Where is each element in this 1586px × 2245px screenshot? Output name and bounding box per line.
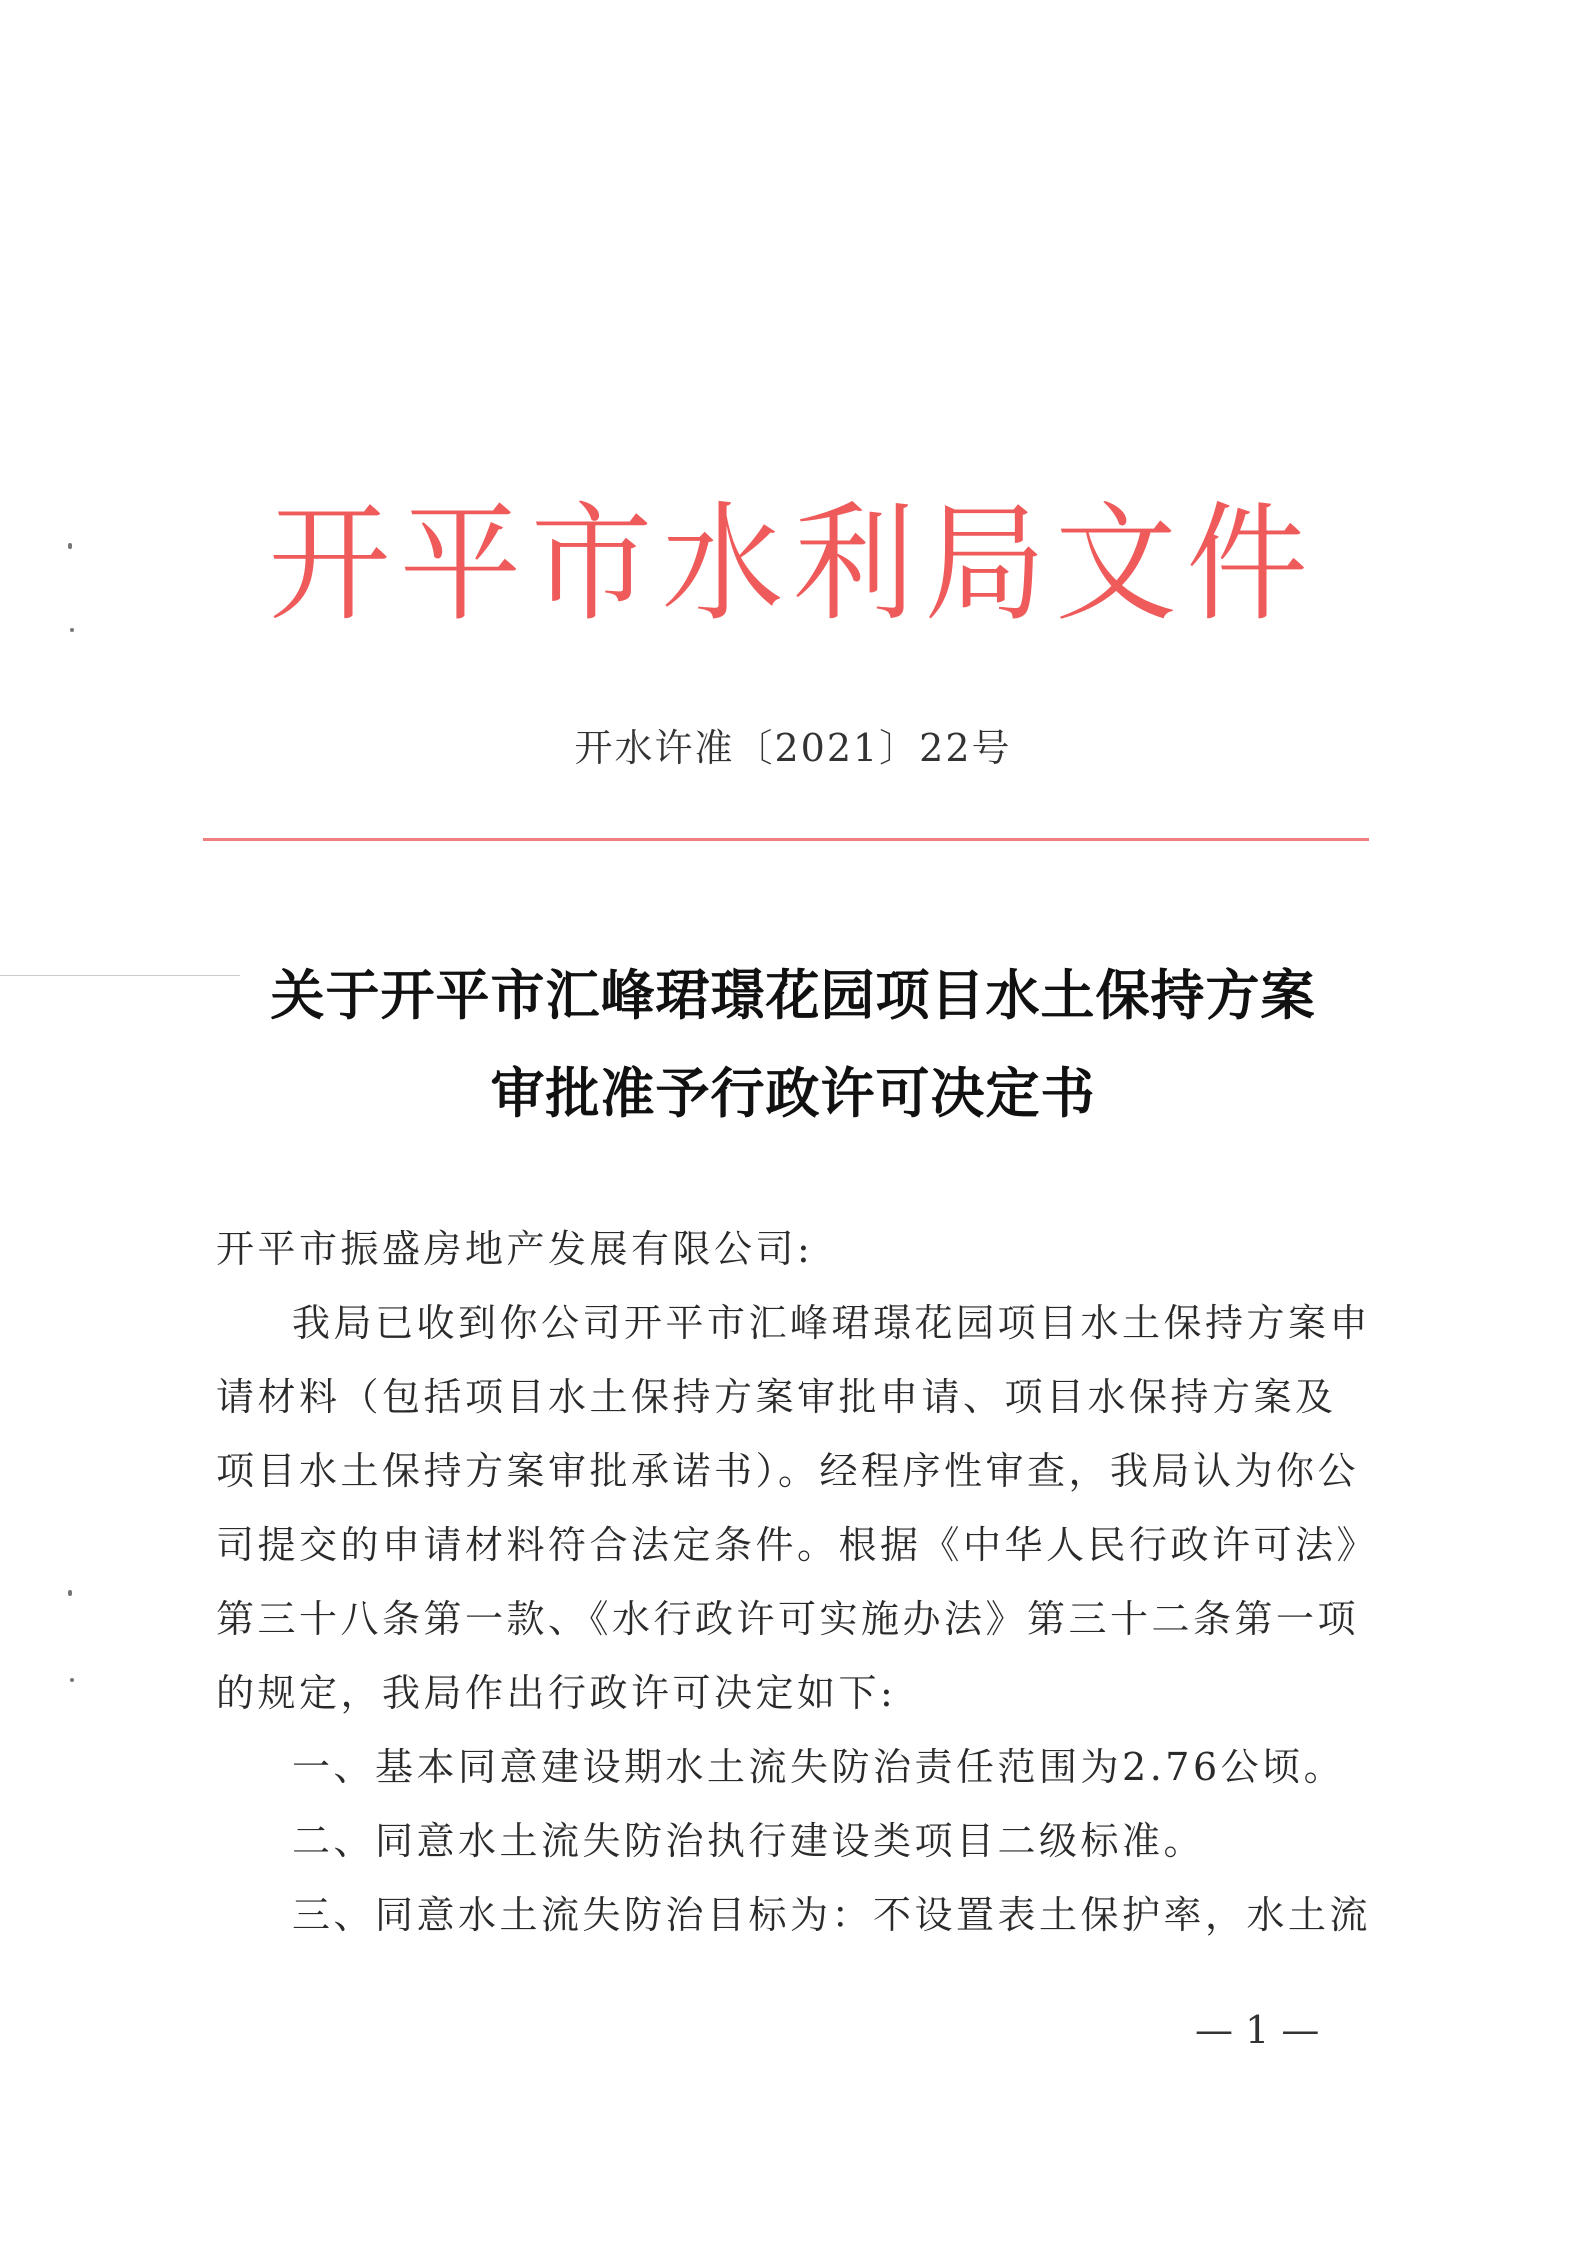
page-number: — 1 — xyxy=(1195,2008,1320,2052)
item-text: 基本同意建设期水土流失防治责任范围为2.76公顷。 xyxy=(375,1745,1346,1789)
decision-item-3 xyxy=(216,1878,1376,1952)
decision-items xyxy=(216,1730,1376,1952)
decision-item-2 xyxy=(216,1804,1376,1878)
item-text: 同意水土流失防治目标为：不设置表土保护率，水土流 xyxy=(375,1893,1372,1937)
scan-speck xyxy=(68,1590,72,1596)
scan-speck xyxy=(70,1678,74,1682)
issuing-authority-header: 开平市水利局文件 xyxy=(268,490,1318,639)
decision-item-1 xyxy=(216,1730,1376,1804)
document-number: 开水许准〔2021〕22号 xyxy=(574,726,1012,770)
item-text: 同意水土流失防治执行建设类项目二级标准。 xyxy=(375,1819,1206,1863)
document-title-line-2: 审批准予行政许可决定书 xyxy=(490,1062,1096,1125)
body-paragraph: 我局已收到你公司开平市汇峰珺璟花园项目水土保持方案申请材料（包括项目水土保持方案审批申请、项目水保持方案及项目水土保持方案审批承诺书）。经程序性审查，我局认为你公司提交的申请材料符合法定条件。根据《中华人民行政许可法》第三十八条第一款、《水行政许可实施办法》第三十二条第一项的规定，我局作出行政许可决定如下: xyxy=(216,1301,1372,1715)
red-separator-line xyxy=(203,838,1369,841)
addressee: 开平市振盛房地产发展有限公司: xyxy=(216,1227,814,1271)
item-number: 一、 xyxy=(292,1745,376,1789)
item-number: 三、 xyxy=(292,1893,376,1937)
document-title-line-1: 关于开平市汇峰珺璟花园项目水土保持方案 xyxy=(270,964,1316,1027)
item-number: 二、 xyxy=(292,1819,376,1863)
